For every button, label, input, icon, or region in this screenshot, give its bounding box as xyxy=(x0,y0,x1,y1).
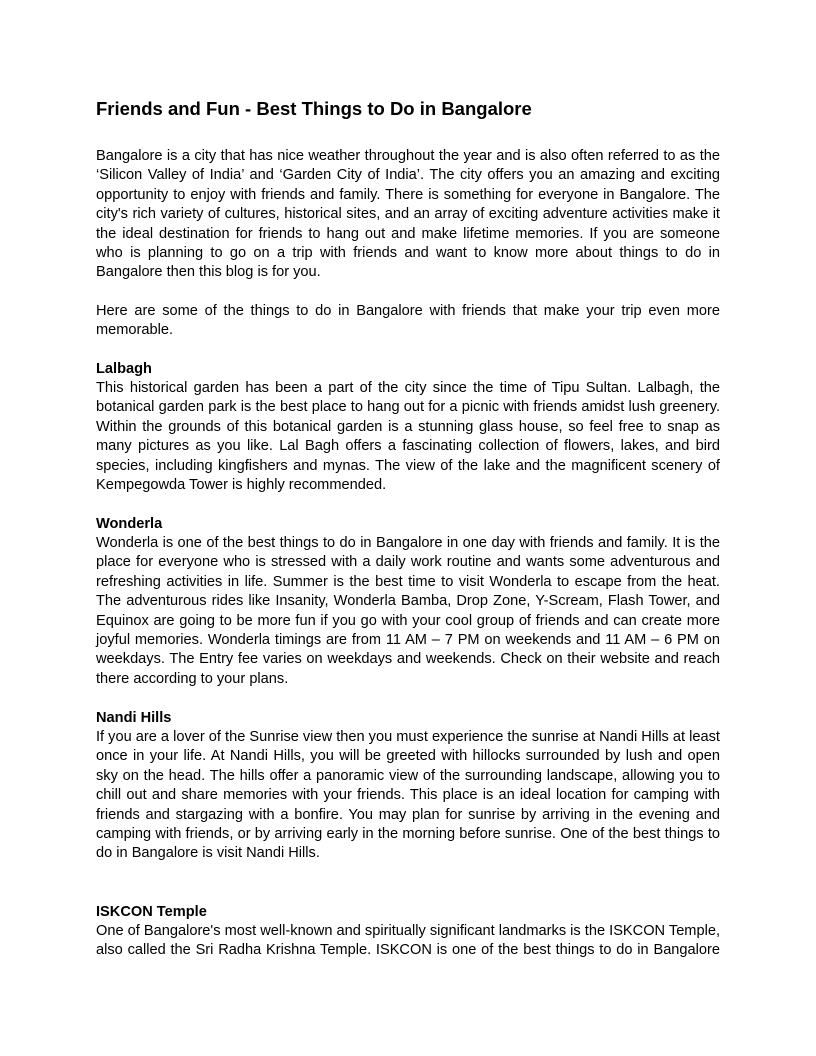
intro-paragraph: Bangalore is a city that has nice weather throughout the year and is also often referred to as the ‘Silicon Valley of India’ and ‘Garden City of India’. The city offers you an amazing and exciting opportunity to enjoy with friends and family. There is something for everyone in Bangalore. The city's rich variety of cultures, historical sites, and an array of exciting adventure activities make it the ideal destination for friends to hang out and make lifetime memories. If you are someone who is planning to go on a trip with friends and want to know more about things to do in Bangalore then this blog is for you. xyxy=(96,148,720,281)
section-heading-wonderla: Wonderla xyxy=(96,516,163,532)
section-body-wonderla: Wonderla is one of the best things to do in Bangalore in one day with friends and family. It is the place for everyone who is stressed with a daily work routine and wants some adventurous and refreshing activities in life. Summer is the best time to visit Wonderla to escape from the heat. The adventurous rides like Insanity, Wonderla Bamba, Drop Zone, Y-Scream, Flash Tower, and Equinox are going to be more fun if you go with your cool group of friends and can create more joyful memories. Wonderla timings are from 11 AM – 7 PM on weekends and 11 AM – 6 PM on weekdays. The Entry fee varies on weekdays and weekends. Check on their website and reach there according to your plans. xyxy=(96,535,720,687)
section-body-iskcon-temple: One of Bangalore's most well-known and spiritually significant landmarks is the ISKCON Temple, also called the Sri Radha Krishna Temple. ISKCON is one of the best things to do in Bangalore xyxy=(96,923,720,959)
section-heading-nandi-hills: Nandi Hills xyxy=(96,710,172,726)
section-body-lalbagh: This historical garden has been a part of the city since the time of Tipu Sultan. Lalbagh, the botanical garden park is the best place to hang out for a picnic with friends amidst lush greenery. Within the grounds of this botanical garden is a stunning glass house, so feel free to snap as many pictures as you like. Lal Bagh offers a fascinating collection of flowers, lakes, and bird species, including kingfishers and mynas. The view of the lake and the magnificent scenery of Kempegowda Tower is highly recommended. xyxy=(96,380,720,494)
page-title: Friends and Fun - Best Things to Do in Bangalore xyxy=(96,98,532,119)
lead-paragraph: Here are some of the things to do in Bangalore with friends that make your trip even more memorable. xyxy=(96,303,720,339)
section-body-nandi-hills: If you are a lover of the Sunrise view then you must experience the sunrise at Nandi Hills at least once in your life. At Nandi Hills, you will be greeted with hillocks surrounded by lush and open sky on the head. The hills offer a panoramic view of the surrounding landscape, allowing you to chill out and share memories with your friends. This place is an ideal location for camping with friends and stargazing with a bonfire. You may plan for sunrise by arriving in the evening and camping with friends, or by arriving early in the morning before sunrise. One of the best things to do in Bangalore is visit Nandi Hills. xyxy=(96,729,720,862)
section-heading-iskcon-temple: ISKCON Temple xyxy=(96,904,207,920)
section-heading-lalbagh: Lalbagh xyxy=(96,361,152,377)
